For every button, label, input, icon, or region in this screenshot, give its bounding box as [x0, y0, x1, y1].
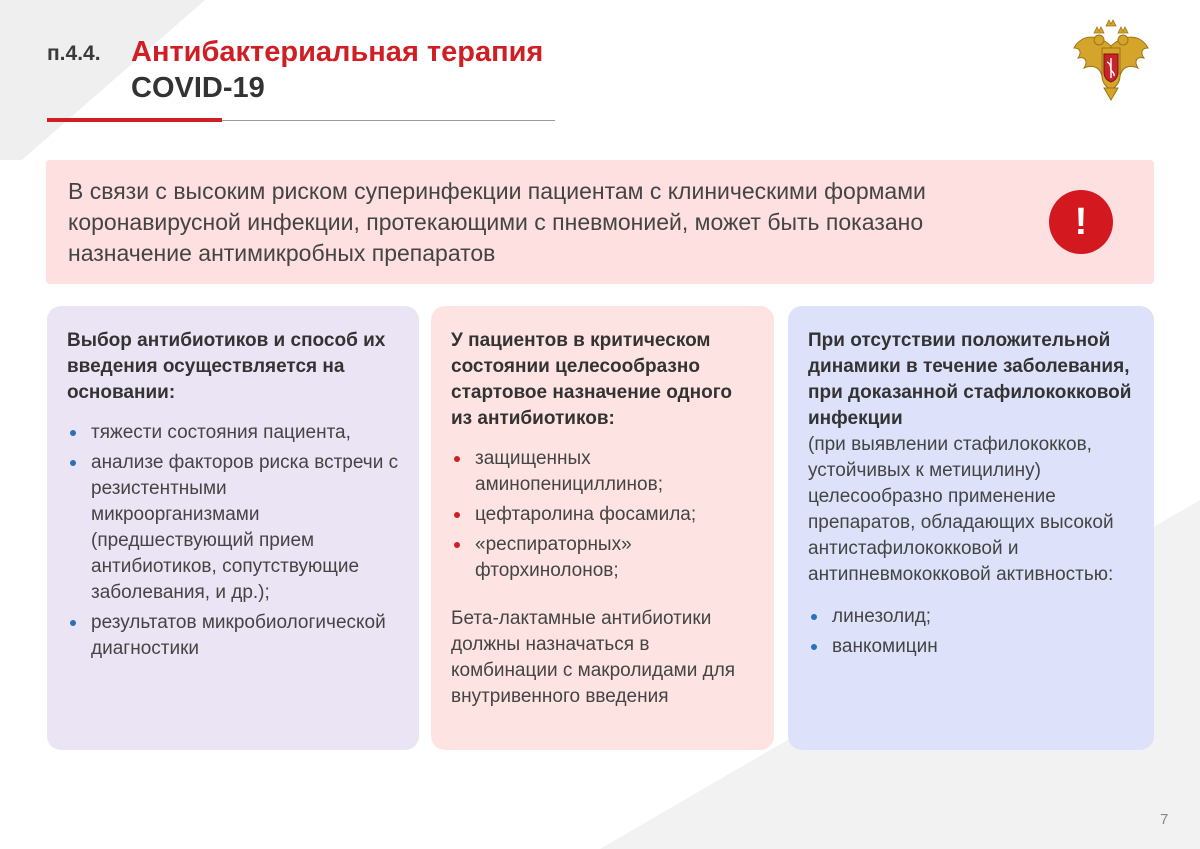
- alert-banner: [46, 160, 1154, 284]
- alert-text: В связи с высоким риском суперинфекции пациентам с клиническими формами коронавирусной инфекции, протекающими с пневмонией, может быть показано назначение антимикробных препаратов: [68, 178, 926, 266]
- card-footer-text: Бета-лактамные антибиотики должны назначаться в комбинации с макролидами для внутривенного введения: [451, 608, 736, 707]
- list-item: линезолид;: [808, 604, 1134, 630]
- exclamation-icon: !: [1049, 190, 1113, 254]
- bullet-list: [451, 446, 754, 584]
- card-body-text: (при выявлении стафилококков, устойчивых к метицилину) целесообразно применение препаратов, обладающих высокой антистафилококковой и антипневмококковой активностью:: [808, 434, 1114, 585]
- card-critical-patients: [431, 306, 774, 750]
- card-heading: Выбор антибиотиков и способ их введения осуществляется на основании:: [67, 330, 386, 403]
- title-underline: [222, 120, 555, 121]
- bullet-list: [808, 604, 1134, 660]
- title-underline-accent: [47, 118, 222, 122]
- list-item: тяжести состояния пациента,: [67, 420, 399, 446]
- double-headed-eagle-emblem-icon: [1066, 18, 1156, 108]
- list-item: анализе факторов риска встречи с резистентными микроорганизмами (предшествующий прием антибиотиков, сопутствующие заболевания, и др.);: [67, 450, 399, 606]
- list-item: ванкомицин: [808, 634, 1134, 660]
- page-title: Антибактериальная терапия: [131, 36, 544, 68]
- list-item: цефтаролина фосамила;: [451, 502, 754, 528]
- card-heading: У пациентов в критическом состоянии целесообразно стартовое назначение одного из антибиотиков:: [451, 330, 732, 429]
- page-subtitle: COVID-19: [131, 72, 265, 104]
- page-number: 7: [1160, 811, 1169, 828]
- card-heading: При отсутствии положительной динамики в течение заболевания, при доказанной стафилококковой инфекции: [808, 330, 1132, 429]
- list-item: «респираторных» фторхинолонов;: [451, 532, 754, 584]
- card-staphylococcal-infection: [788, 306, 1154, 750]
- list-item: результатов микробиологической диагностики: [67, 610, 399, 662]
- list-item: защищенных аминопенициллинов;: [451, 446, 754, 498]
- section-number: п.4.4.: [47, 42, 101, 65]
- card-antibiotic-selection: [47, 306, 419, 750]
- bullet-list: [67, 420, 399, 662]
